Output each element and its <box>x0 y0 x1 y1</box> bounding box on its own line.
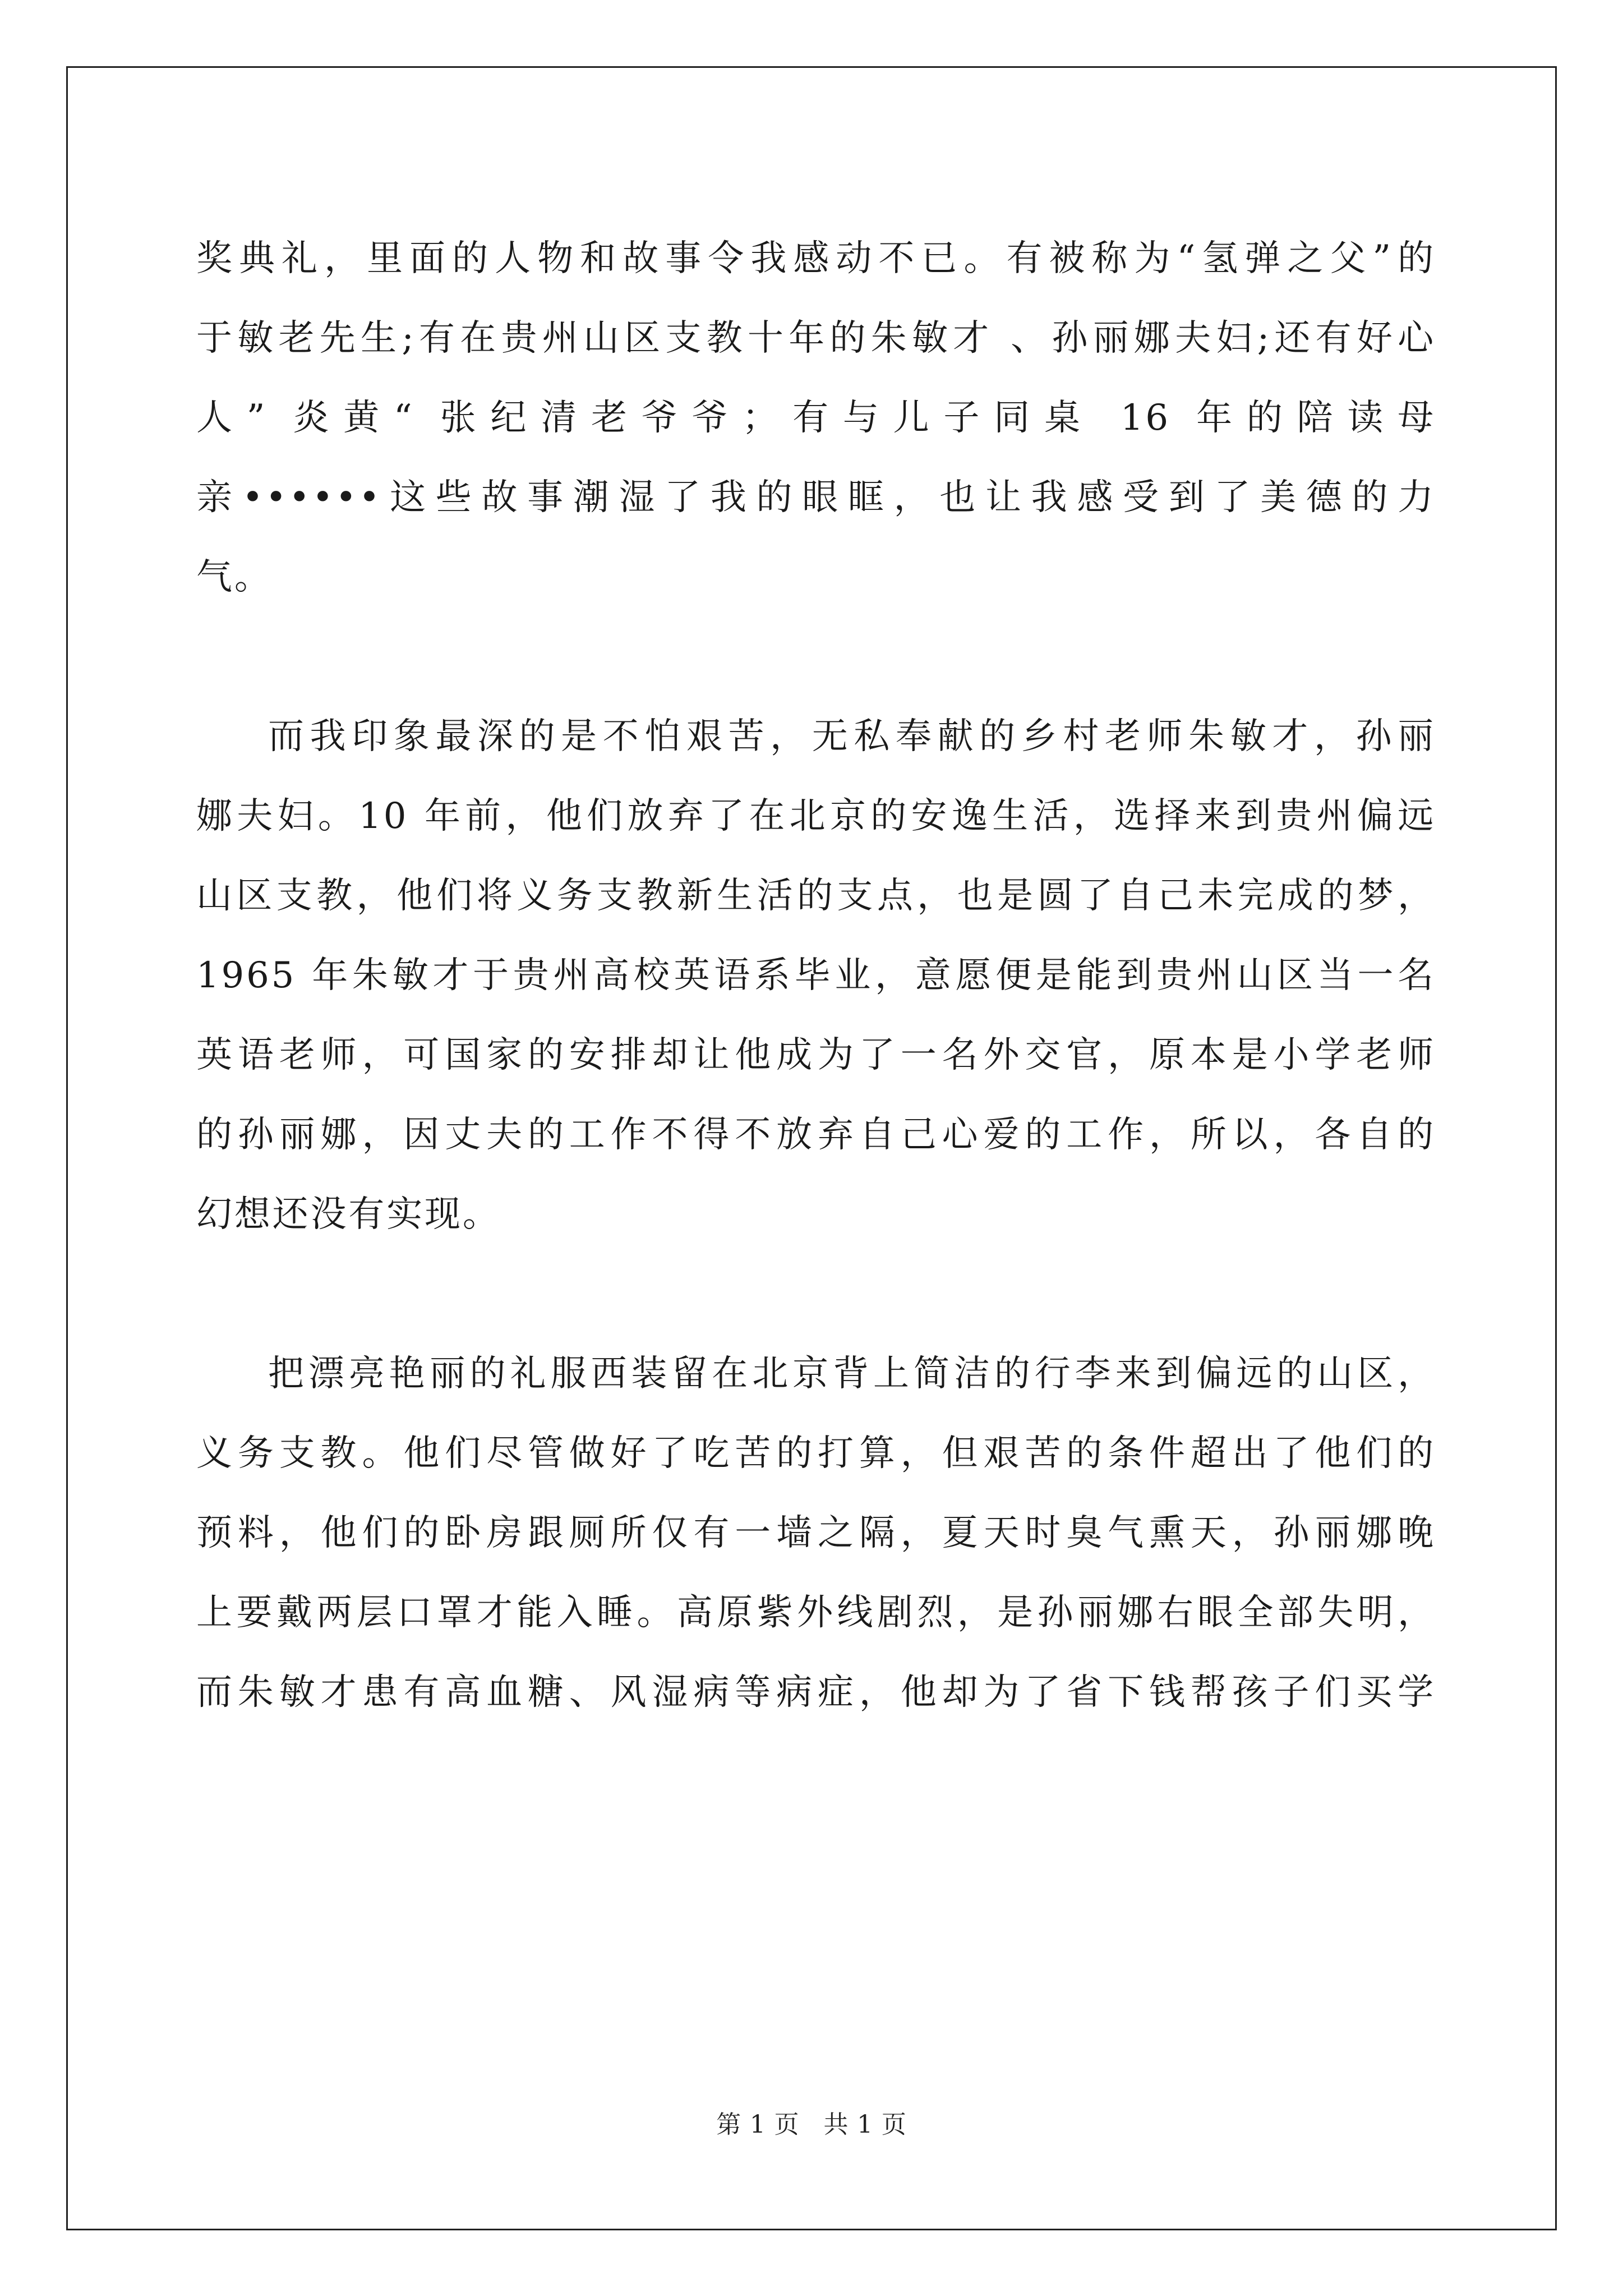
paragraph-spacer <box>196 617 1436 697</box>
page-total: 共 1 页 <box>823 2110 907 2139</box>
text-line: 于敏老先生;有在贵州山区支教十年的朱敏才 、孙丽娜夫妇;还有好心 <box>196 318 1436 359</box>
text-line: 幻想还没有实现。 <box>196 1194 501 1235</box>
text-line: 的孙丽娜，因丈夫的工作不得不放弃自己心爱的工作，所以，各自的 <box>196 1114 1436 1156</box>
text-line: 英语老师，可国家的安排却让他成为了一名外交官，原本是小学老师 <box>196 1034 1436 1076</box>
text-line: 山区支教，他们将义务支教新生活的支点，也是圆了自己未完成的梦， <box>196 875 1436 917</box>
page-footer <box>0 2108 1623 2142</box>
text-line: 预料，他们的卧房跟厕所仅有一墙之隔，夏天时臭气熏天，孙丽娜晚 <box>196 1512 1436 1554</box>
text-line: 而朱敏才患有高血糖、风湿病等病症，他却为了省下钱帮孩子们买学 <box>196 1672 1436 1713</box>
document-body <box>196 219 1436 1732</box>
text-line: 把漂亮艳丽的礼服西装留在北京背上简洁的行李来到偏远的山区， <box>268 1353 1436 1395</box>
text-line: 亲••••••这些故事潮湿了我的眼眶，也让我感受到了美德的力 <box>196 477 1436 518</box>
text-line: 1965 年朱敏才于贵州高校英语系毕业，意愿便是能到贵州山区当一名 <box>196 955 1436 996</box>
text-line: 上要戴两层口罩才能入睡。高原紫外线剧烈，是孙丽娜右眼全部失明， <box>196 1592 1436 1634</box>
paragraph-2 <box>196 697 1436 1254</box>
text-line: 气。 <box>196 556 273 598</box>
text-line: 义务支教。他们尽管做好了吃苦的打算，但艰苦的条件超出了他们的 <box>196 1433 1436 1474</box>
text-line: 奖典礼，里面的人物和故事令我感动不已。有被称为“氢弹之父”的 <box>196 238 1436 279</box>
page-number: 第 1 页 <box>716 2110 800 2139</box>
paragraph-1 <box>196 219 1436 617</box>
text-line: 人” 炎黄“ 张纪清老爷爷；有与儿子同桌 16 年的陪读母 <box>196 397 1436 439</box>
text-line: 娜夫妇。10 年前，他们放弃了在北京的安逸生活，选择来到贵州偏远 <box>196 795 1436 837</box>
paragraph-spacer <box>196 1254 1436 1334</box>
paragraph-3 <box>196 1334 1436 1732</box>
text-line: 而我印象最深的是不怕艰苦，无私奉献的乡村老师朱敏才，孙丽 <box>268 716 1436 757</box>
